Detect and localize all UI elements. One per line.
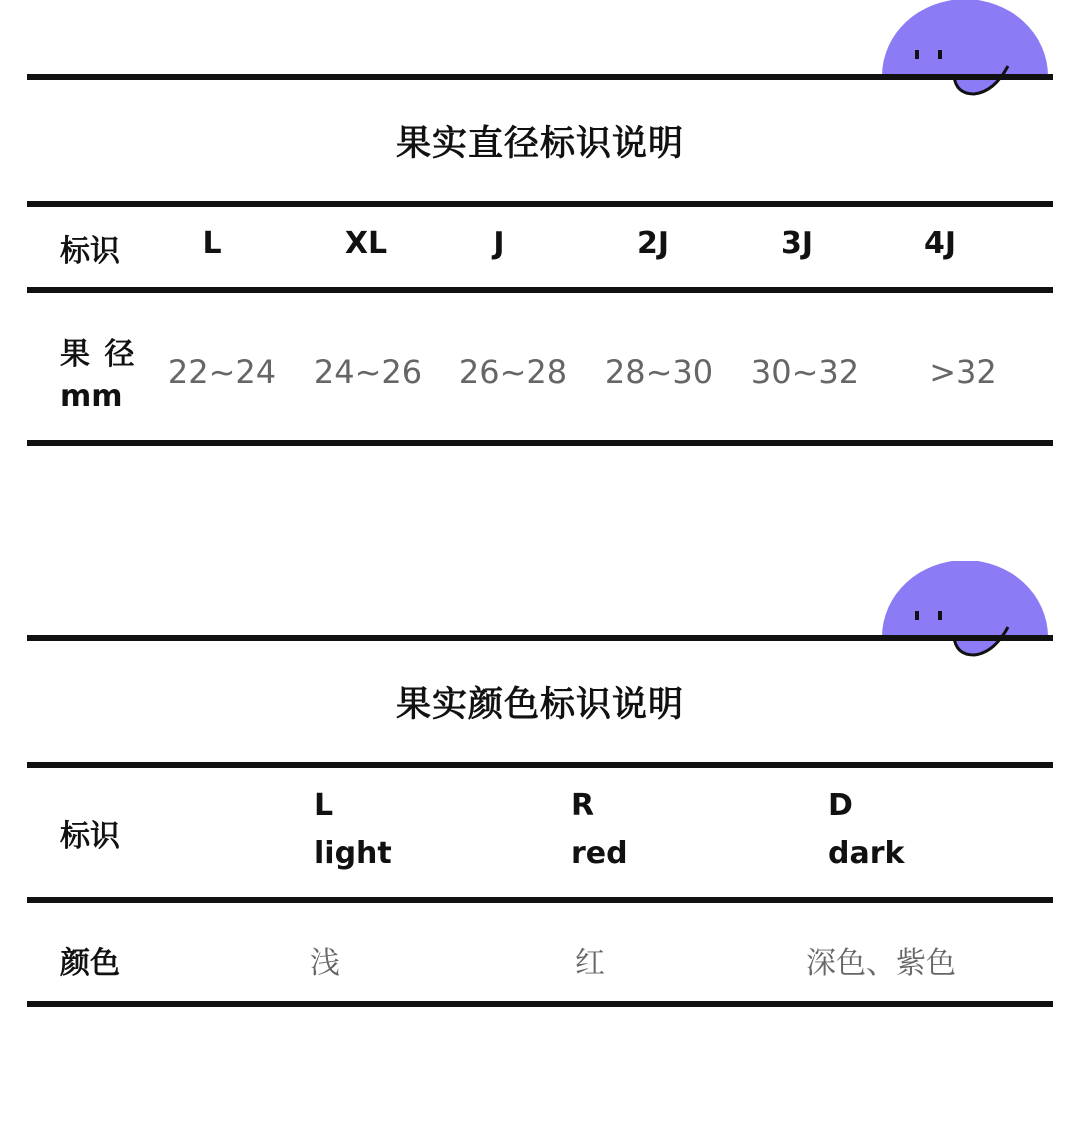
diameter-row-header-label: 标识: [60, 234, 120, 269]
diameter-code-j: J: [493, 226, 505, 261]
mascot-peeking-icon: [870, 561, 1070, 661]
color-chinese-light: 浅: [310, 946, 340, 981]
diameter-code-4j: 4J: [923, 226, 957, 261]
color-code-r: R: [571, 788, 595, 823]
section-top-divider: [27, 635, 1053, 641]
diameter-range-j: 26~28: [458, 353, 568, 391]
color-code-l: L: [314, 788, 334, 823]
table-divider: [27, 287, 1053, 293]
color-code-d: D: [828, 788, 853, 823]
color-english-red: red: [571, 836, 628, 871]
diameter-code-3j: 3J: [780, 226, 814, 261]
table-divider: [27, 1001, 1053, 1007]
table-divider: [27, 897, 1053, 903]
color-english-dark: dark: [828, 836, 905, 871]
diameter-section-title: 果实直径标识说明: [395, 124, 684, 164]
section-top-divider: [27, 74, 1053, 80]
diameter-code-l: L: [202, 226, 222, 261]
diameter-unit-label: mm: [60, 379, 123, 414]
diameter-code-xl: XL: [344, 226, 388, 261]
color-english-light: light: [314, 836, 392, 871]
diameter-value-label: 果 径: [60, 337, 137, 372]
diameter-range-3j: 30~32: [750, 353, 860, 391]
mascot-peeking-icon: [870, 0, 1070, 100]
color-chinese-red: 红: [575, 946, 605, 981]
color-chinese-dark: 深色、紫色: [806, 946, 956, 981]
diameter-range-4j: >32: [929, 353, 997, 391]
color-row-header-label: 标识: [60, 819, 120, 854]
table-divider: [27, 440, 1053, 446]
diameter-range-xl: 24~26: [313, 353, 423, 391]
table-divider: [27, 762, 1053, 768]
color-value-label: 颜色: [60, 946, 120, 981]
color-section-title: 果实颜色标识说明: [395, 685, 684, 725]
diameter-range-2j: 28~30: [604, 353, 714, 391]
table-divider: [27, 201, 1053, 207]
diameter-range-l: 22~24: [167, 353, 277, 391]
diameter-code-2j: 2J: [636, 226, 670, 261]
